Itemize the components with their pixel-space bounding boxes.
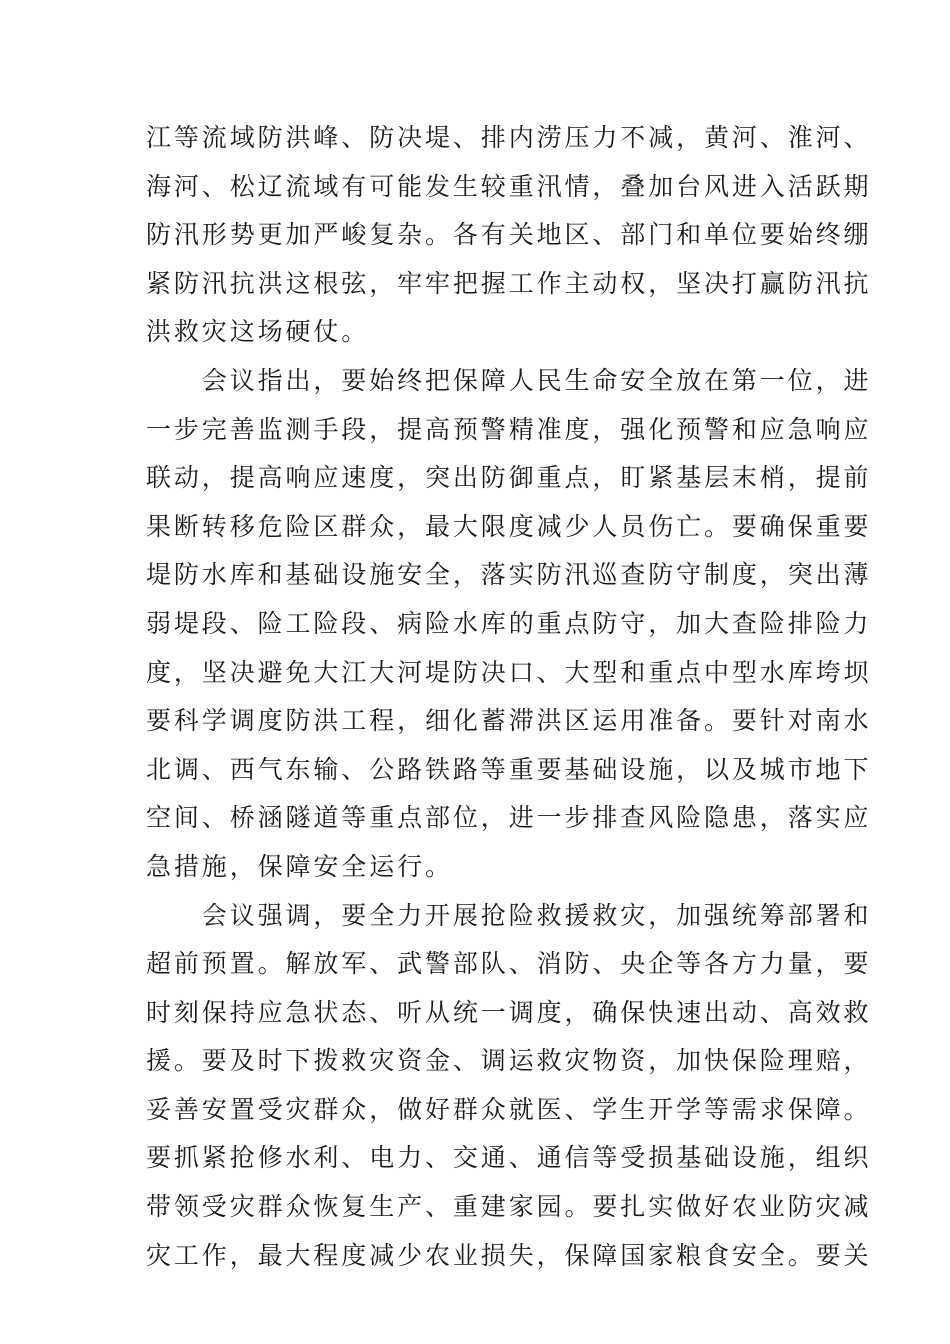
text-line: 防汛形势更加严峻复杂。各有关地区、部门和单位要始终绷 bbox=[146, 220, 872, 250]
text-line: 急措施，保障安全运行。 bbox=[146, 851, 453, 881]
text-line: 堤防水库和基础设施安全，落实防汛巡查防守制度，突出薄 bbox=[146, 560, 872, 590]
paragraph-start-line: 会议指出，要始终把保障人民生命安全放在第一位，进 bbox=[146, 365, 872, 395]
text-line: 江等流域防洪峰、防决堤、排内涝压力不减，黄河、淮河、 bbox=[146, 123, 872, 152]
text-line: 紧防汛抗洪这根弦，牢牢把握工作主动权，坚决打赢防汛抗 bbox=[146, 268, 872, 298]
paragraph-start-line: 会议强调，要全力开展抢险救援救灾，加强统筹部署和 bbox=[146, 900, 872, 930]
body-text bbox=[146, 114, 872, 1280]
text-line: 妥善安置受灾群众，做好群众就医、学生开学等需求保障。 bbox=[146, 1094, 872, 1124]
text-line: 一步完善监测手段，提高预警精准度，强化预警和应急响应 bbox=[146, 414, 872, 444]
text-line: 带领受灾群众恢复生产、重建家园。要扎实做好农业防灾减 bbox=[146, 1192, 872, 1222]
text-line: 援。要及时下拨救灾资金、调运救灾物资，加快保险理赔， bbox=[146, 1046, 872, 1076]
text-line: 度，坚决避免大江大河堤防决口、大型和重点中型水库垮坝 bbox=[146, 657, 872, 687]
text-line: 要科学调度防洪工程，细化蓄滞洪区运用准备。要针对南水 bbox=[146, 706, 872, 736]
text-line: 联动，提高响应速度，突出防御重点，盯紧基层末梢，提前 bbox=[146, 463, 872, 493]
text-line: 超前预置。解放军、武警部队、消防、央企等各方力量，要 bbox=[146, 949, 872, 979]
text-line: 北调、西气东输、公路铁路等重要基础设施，以及城市地下 bbox=[146, 754, 872, 784]
text-line: 洪救灾这场硬仗。 bbox=[146, 317, 370, 347]
text-line: 果断转移危险区群众，最大限度减少人员伤亡。要确保重要 bbox=[146, 511, 872, 541]
text-line: 空间、桥涵隧道等重点部位，进一步排查风险隐患，落实应 bbox=[146, 803, 872, 833]
text-line: 海河、松辽流域有可能发生较重汛情，叠加台风进入活跃期 bbox=[146, 171, 872, 201]
text-line: 时刻保持应急状态、听从统一调度，确保快速出动、高效救 bbox=[146, 997, 872, 1027]
text-line: 灾工作，最大程度减少农业损失，保障国家粮食安全。要关 bbox=[146, 1240, 872, 1270]
text-line: 要抓紧抢修水利、电力、交通、通信等受损基础设施，组织 bbox=[146, 1143, 872, 1173]
text-line: 弱堤段、险工险段、病险水库的重点防守，加大查险排险力 bbox=[146, 608, 872, 638]
